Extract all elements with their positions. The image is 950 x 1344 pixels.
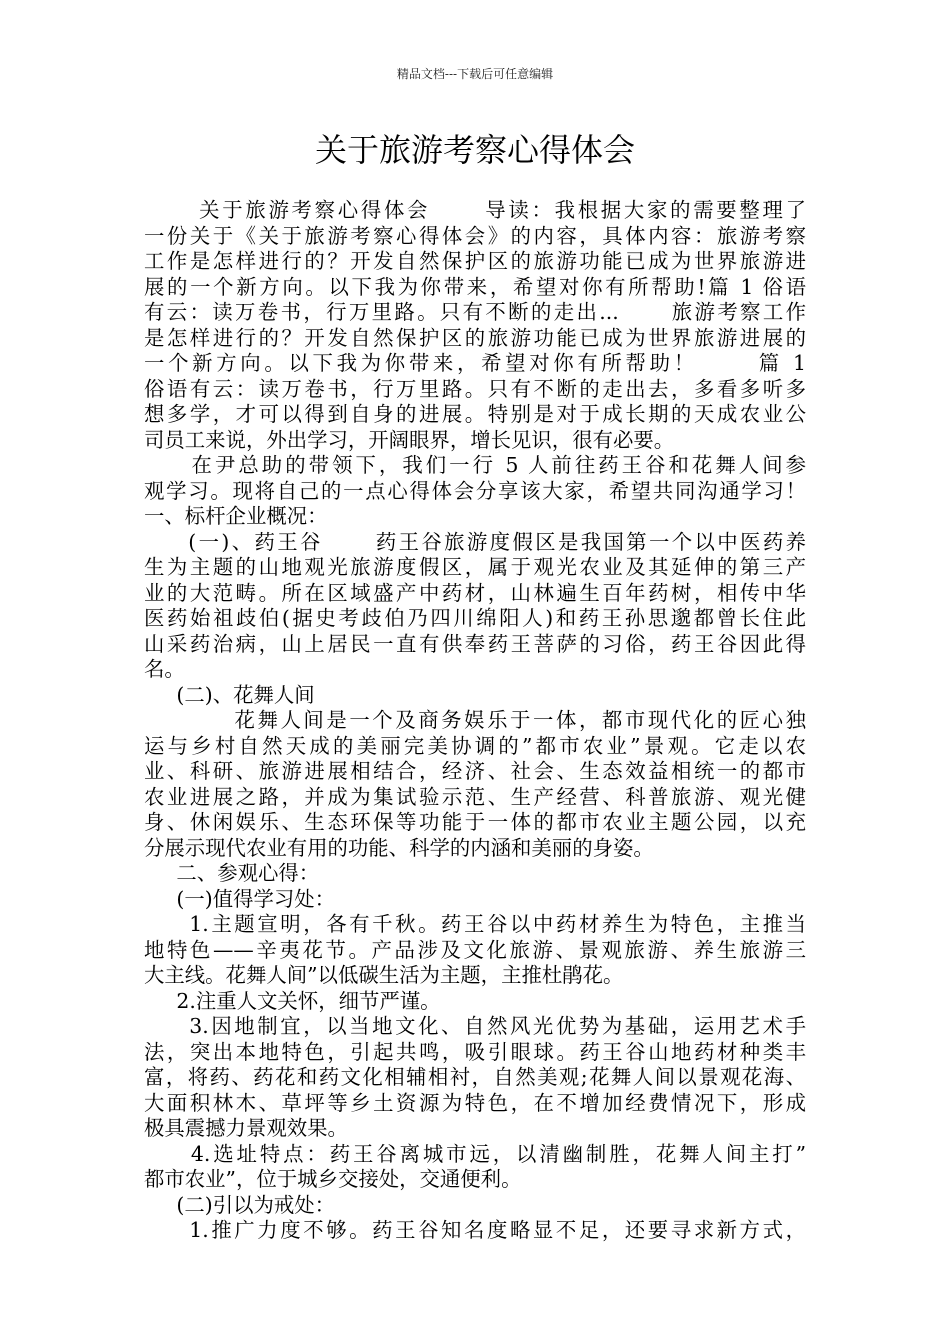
body-line: 1.推广力度不够。药王谷知名度略显不足，还要寻求新方式， (144, 1218, 806, 1242)
body-line: 大主线。花舞人间”以低碳生活为主题，主推杜鹃花。 (144, 963, 624, 987)
body-line: (二)引以为戒处： (144, 1192, 336, 1217)
body-line: 一份关于《关于旅游考察心得体会》的内容，具体内容：旅游考察 (144, 223, 806, 248)
body-line: 名。 (144, 657, 185, 681)
body-line: 医药始祖歧伯(据史考歧伯乃四川绵阳人)和药王孙思邈都曾长住此 (144, 606, 806, 630)
body-line: (一)值得学习处： (144, 886, 336, 911)
body-line: 法，突出本地特色，引起共鸣，吸引眼球。药王谷山地药材种类丰 (144, 1039, 806, 1064)
body-line: 身、休闲娱乐、生态环保等功能于一体的都市农业主题公园，以充 (144, 810, 806, 834)
body-line: (一)、药王谷 药王谷旅游度假区是我国第一个以中医药养 (144, 529, 806, 554)
body-line: 有云：读万卷书，行万里路。只有不断的走出... 旅游考察工作 (144, 300, 806, 324)
body-line: 业的大范畴。所在区域盛产中药材，山林遍生百年药树，相传中华 (144, 580, 806, 605)
body-line: 生为主题的山地观光旅游度假区，属于观光农业及其延伸的第三产 (144, 555, 806, 579)
body-line: 在尹总助的带领下，我们一行 5 人前往药王谷和花舞人间参 (144, 453, 806, 477)
page-header: 精品文档---下载后可任意编辑 (396, 67, 554, 81)
document-body (144, 198, 806, 1244)
body-line: 大面积林木、草坪等乡土资源为特色，在不增加经费情况下，形成 (144, 1090, 806, 1115)
body-line: 业、科研、旅游进展相结合，经济、社会、生态效益相统一的都市 (144, 759, 806, 783)
body-line: 山采药治病，山上居民一直有供奉药王菩萨的习俗，药王谷因此得 (144, 631, 806, 656)
body-line: 极具震撼力景观效果。 (144, 1116, 348, 1140)
body-line: 想多学，才可以得到自身的进展。特别是对于成长期的天成农业公 (144, 402, 806, 426)
body-line: 俗语有云：读万卷书，行万里路。只有不断的走出去，多看多听多 (144, 376, 806, 401)
body-line: 2.注重人文关怀，细节严谨。 (144, 988, 441, 1013)
body-line: 花舞人间是一个及商务娱乐于一体，都市现代化的匠心独 (144, 708, 806, 732)
body-line: 是怎样进行的？开发自然保护区的旅游功能已成为世界旅游进展的 (144, 325, 806, 350)
body-line: 分展示现代农业有用的功能、科学的内涵和美丽的身姿。 (144, 835, 654, 860)
body-line: 展的一个新方向。以下我为你带来，希望对你有所帮助!篇 1 俗语 (144, 274, 806, 299)
document-title: 关于旅游考察心得体会 (314, 131, 635, 169)
body-line: 都市农业”，位于城乡交接处，交通便利。 (144, 1167, 522, 1191)
body-line: (二)、花舞人间 (144, 682, 315, 707)
body-line: 一、标杆企业概况： (144, 504, 328, 528)
body-line: 运与乡村自然天成的美丽完美协调的”都市农业”景观。它走以农 (144, 733, 806, 758)
body-line: 司员工来说，外出学习，开阔眼界，增长见识，很有必要。 (144, 427, 675, 452)
body-line: 关于旅游考察心得体会 导读：我根据大家的需要整理了 (144, 198, 806, 222)
body-line: 观学习。现将自己的一点心得体会分享该大家，希望共同沟通学习！ (144, 478, 806, 503)
body-line: 地特色——辛夷花节。产品涉及文化旅游、景观旅游、养生旅游三 (144, 937, 806, 962)
body-line: 4.选址特点：药王谷离城市远，以清幽制胜，花舞人间主打” (144, 1141, 806, 1166)
body-line: 富，将药、药花和药文化相辅相衬，自然美观;花舞人间以景观花海、 (144, 1065, 806, 1089)
body-line: 二、参观心得： (144, 861, 320, 885)
body-line: 农业进展之路，并成为集试验示范、生产经营、科普旅游、观光健 (144, 784, 806, 809)
body-line: 工作是怎样进行的？开发自然保护区的旅游功能已成为世界旅游进 (144, 249, 806, 273)
body-line: 1.主题宣明，各有千秋。药王谷以中药材养生为特色，主推当 (144, 912, 806, 936)
body-line: 一个新方向。以下我为你带来，希望对你有所帮助！ 篇 1 (144, 351, 806, 375)
body-line: 3.因地制宜，以当地文化、自然风光优势为基础，运用艺术手 (144, 1014, 806, 1038)
